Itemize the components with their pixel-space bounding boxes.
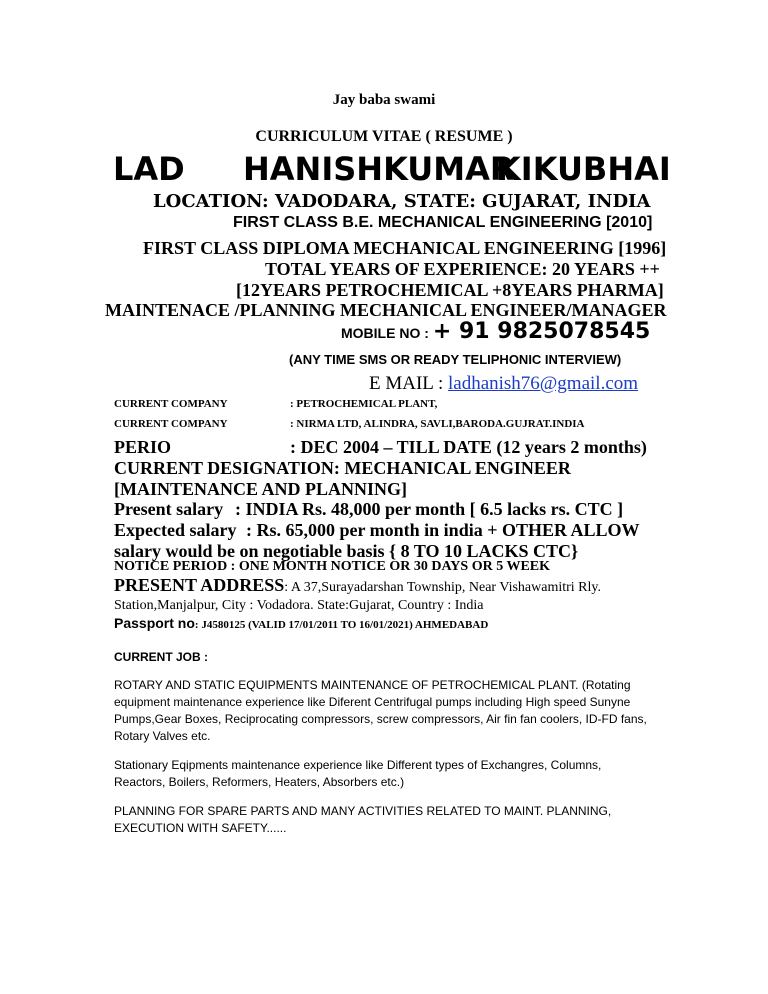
address-line1: : A 37,Surayadarshan Township, Near Vishawamitri Rly. [284, 580, 602, 595]
name-middle: HANISHKUMAR [243, 150, 515, 188]
email-label: E MAIL : [369, 373, 444, 394]
email-link[interactable]: ladhanish76@gmail.com [447, 373, 639, 394]
email-row [369, 373, 638, 395]
designation-cont: [MAINTENANCE AND PLANNING] [114, 479, 408, 499]
period-label: PERIO [114, 437, 172, 457]
passport-value: : J4580125 (VALID 17/01/2011 TO 16/01/2021) AHMEDABAD [194, 619, 489, 631]
mobile-row [341, 319, 650, 344]
role: MAINTENACE /PLANNING MECHANICAL ENGINEER/MANAGER [105, 300, 667, 320]
current-job-para-1: ROTARY AND STATIC EQUIPMENTS MAINTENANCE OF PETROCHEMICAL PLANT. (Rotating equipment maintenance experience like Diferent Centrifugal pumps including High speed Sunyne Pumps,Gear Boxes, Reciprocating compressors, screw compressors, Air fin fan coolers, ID-FD fans, Rotary Valves etc. [114, 678, 647, 743]
experience-split: [12YEARS PETROCHEMICAL +8YEARS PHARMA] [236, 280, 664, 300]
company1-value: : PETROCHEMICAL PLANT, [290, 398, 438, 410]
current-job-para-3: PLANNING FOR SPARE PARTS AND MANY ACTIVITIES RELATED TO MAINT. PLANNING, EXECUTION WITH SAFETY...... [114, 804, 612, 835]
interview-note: (ANY TIME SMS OR READY TELIPHONIC INTERVIEW) [289, 352, 622, 367]
degree-be: FIRST CLASS B.E. MECHANICAL ENGINEERING [2010] [233, 214, 653, 231]
company1-label: CURRENT COMPANY [114, 398, 228, 410]
current-job-heading: CURRENT JOB : [114, 650, 209, 664]
salary-note: salary would be on negotiable basis { 8 TO 10 LACKS CTC} [114, 541, 579, 561]
mobile-number: + 91 9825078545 [432, 319, 651, 344]
expected-salary-label: Expected salary [114, 520, 237, 540]
address-line2: Station,Manjalpur, City : Vodadora. State:Gujarat, Country : India [114, 598, 484, 613]
designation: CURRENT DESIGNATION: MECHANICAL ENGINEER [114, 458, 571, 478]
period-value: : DEC 2004 – TILL DATE (12 years 2 months) [290, 437, 647, 457]
experience-total: TOTAL YEARS OF EXPERIENCE: 20 YEARS ++ [265, 259, 660, 279]
company2-value: : NIRMA LTD, ALINDRA, SAVLI,BARODA.GUJRAT.INDIA [290, 418, 585, 430]
mobile-label: MOBILE NO : [341, 325, 429, 341]
present-salary-value: : INDIA Rs. 48,000 per month [ 6.5 lacks rs. CTC ] [235, 499, 624, 519]
current-job-para-2: Stationary Eqipments maintenance experience like Different types of Exchangres, Columns, Reactors, Boilers, Reformers, Heaters, Absorbers etc.) [114, 758, 602, 789]
company2-label: CURRENT COMPANY [114, 418, 228, 430]
name-first: LAD [113, 150, 185, 188]
diploma: FIRST CLASS DIPLOMA MECHANICAL ENGINEERING [1996] [143, 238, 667, 258]
expected-salary-value: : Rs. 65,000 per month in india + OTHER ALLOW [246, 520, 640, 540]
address-row [114, 575, 601, 596]
location: LOCATION: VADODARA, STATE: GUJARAT, INDIA [153, 191, 651, 212]
notice-period: NOTICE PERIOD : ONE MONTH NOTICE OR 30 DAYS OR 5 WEEK [114, 559, 551, 574]
address-label: PRESENT ADDRESS [114, 575, 285, 595]
passport-row [114, 615, 488, 633]
cv-title: CURRICULUM VITAE ( RESUME ) [255, 128, 513, 145]
passport-label: Passport no [114, 615, 195, 631]
greeting: Jay baba swami [332, 92, 436, 108]
name-last: KIKUBHAI [496, 150, 671, 188]
present-salary-label: Present salary [114, 499, 224, 519]
